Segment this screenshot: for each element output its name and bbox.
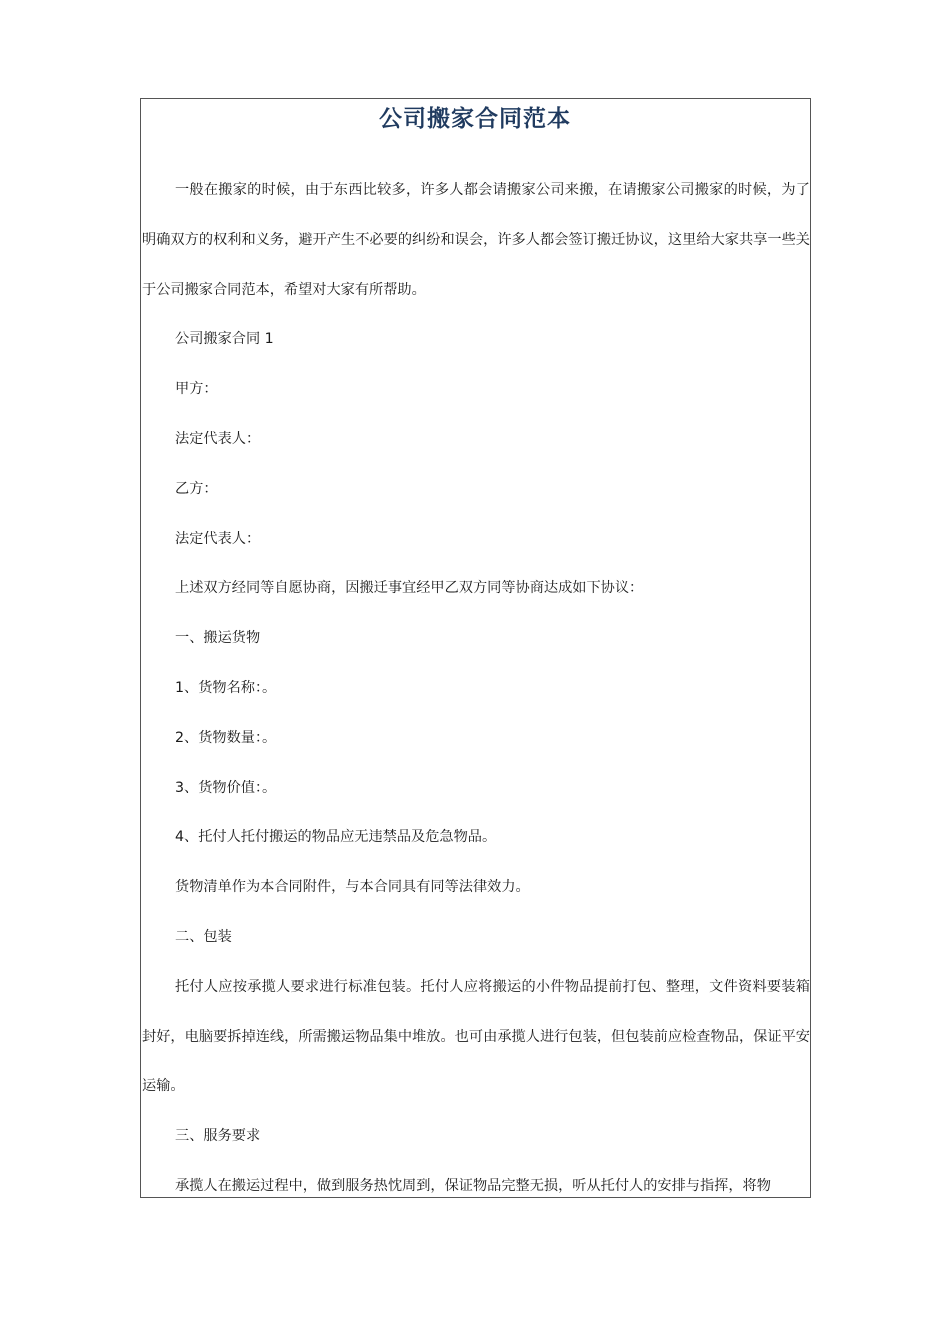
goods-quantity-line: 2、货物数量：。 xyxy=(175,729,277,746)
goods-name-line: 1、货物名称：。 xyxy=(175,679,277,696)
party-a-line: 甲方： xyxy=(175,381,218,398)
section-heading-goods: 一、搬运货物 xyxy=(175,630,261,647)
party-a-representative-line: 法定代表人： xyxy=(175,430,261,447)
agreement-preamble: 上述双方经同等自愿协商，因搬迁事宜经甲乙双方同等协商达成如下协议： xyxy=(175,580,644,597)
intro-paragraph: 一般在搬家的时候，由于东西比较多，许多人都会请搬家公司来搬，在请搬家公司搬家的时候，为了明确双方的权利和义务，避开产生不必要的纠纷和误会，许多人都会签订搬迁协议，这里给大家共享一些关于公司搬家合同范本，希望对大家有所帮助。 xyxy=(142,182,810,298)
goods-restriction-line: 4、托付人托付搬运的物品应无违禁品及危急物品。 xyxy=(175,829,497,846)
service-paragraph: 承揽人在搬运过程中，做到服务热忱周到，保证物品完整无损，听从托付人的安排与指挥，将物 xyxy=(175,1177,771,1194)
document-title: 公司搬家合同范本 xyxy=(379,106,571,132)
party-b-line: 乙方： xyxy=(175,480,218,497)
section-heading-packing: 二、包装 xyxy=(175,928,232,945)
goods-list-attachment-line: 货物清单作为本合同附件，与本合同具有同等法律效力。 xyxy=(175,879,530,896)
goods-value-line: 3、货物价值：。 xyxy=(175,779,277,796)
section-heading-service: 三、服务要求 xyxy=(175,1128,261,1145)
packing-paragraph: 托付人应按承揽人要求进行标准包装。托付人应将搬运的小件物品提前打包、整理，文件资料要装箱封好，电脑要拆掉连线，所需搬运物品集中堆放。也可由承揽人进行包装，但包装前应检查物品，保证平安运输。 xyxy=(142,978,810,1095)
party-b-representative-line: 法定代表人： xyxy=(175,530,261,547)
contract-heading: 公司搬家合同 1 xyxy=(175,331,274,348)
document-body xyxy=(142,166,810,1212)
